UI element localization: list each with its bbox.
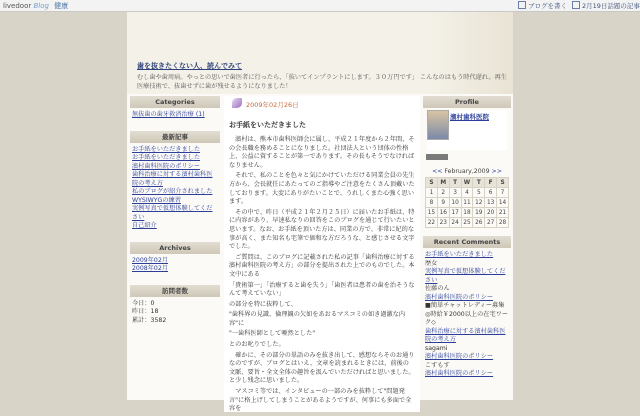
recent-comments-box	[423, 236, 511, 382]
archives-box	[130, 242, 220, 277]
calendar-day[interactable]: 17	[449, 208, 461, 218]
calendar-weekday: W	[461, 178, 473, 188]
calendar-day[interactable]: 2	[437, 188, 449, 198]
recent-entry-link[interactable]: 自己紹介	[132, 222, 157, 229]
write-blog-link[interactable]: ブログを書く	[518, 1, 567, 10]
visitors-yesterday: 昨日：18	[132, 308, 159, 315]
calendar-weekday: T	[473, 178, 485, 188]
main-entry	[224, 96, 420, 412]
calendar-day[interactable]: 25	[461, 218, 473, 228]
calendar-day[interactable]: 9	[437, 198, 449, 208]
calendar-day[interactable]: 26	[473, 218, 485, 228]
visitors-today: 今日：0	[132, 299, 155, 307]
calendar-weekday: M	[437, 178, 449, 188]
visitors-total: 累計：3582	[132, 316, 167, 324]
recent-entries-box	[130, 131, 220, 234]
calendar-day[interactable]: 19	[473, 208, 485, 218]
calendar-day[interactable]: 5	[473, 188, 485, 198]
recent-comment-link[interactable]: 濱村歯科医院のポリシー	[425, 370, 494, 377]
blog-title[interactable]: 歯を抜きたくない人、読んでみて	[137, 62, 242, 70]
entry-paragraph: 濱村は、熊本市歯科医師会に属し、平成２１年度から２年間、その会長職を務めることになりました。社団法人という団体の性格上、公益に資することが第一であります。その長もそうでなければなりません。	[229, 136, 415, 169]
recent-entry-link[interactable]: 実例写真で仮想体験してください	[132, 205, 213, 221]
blog-header	[127, 12, 513, 94]
entry-paragraph: 「貴術第一」「治療すると歯を失う」「歯医者は患者の歯を治そうなんて考えていない」	[229, 281, 415, 298]
blog-description: むし歯や歯周病。やっとの思いで歯医者に行ったら、「抜いてインプラントにします。３０万円です」 こんなのはもう時代遅れ。再生医療技術で、抜歯せずに歯が残せるようになりました！	[137, 74, 507, 90]
recent-comment-author: ■簡単チャットレディー募集◎時給￥2000以上の在宅ワーク◇	[425, 302, 509, 326]
calendar-day[interactable]: 16	[437, 208, 449, 218]
visitor-counter-heading: 訪問者数	[130, 285, 220, 297]
recent-entry-link[interactable]: お手紙をいただきました	[132, 145, 201, 153]
recent-comment-link[interactable]: 歯科治療に対する濱村歯科医院の考え方	[425, 327, 506, 343]
livedoor-blog-logo[interactable]	[3, 1, 68, 11]
categories-heading: Categories	[130, 96, 220, 108]
recent-comment-link[interactable]: 濱村歯科医院のポリシー	[425, 293, 494, 301]
entry-paragraph: の部分を特に抜粋して、	[229, 300, 297, 308]
entry-paragraph: マスコミ等では、インタビューの一部のみを抜粋して"問題発言"に格上げしてしまうことがあるようですが、何事にも多面で全容を	[229, 388, 412, 413]
profile-photo	[427, 110, 449, 140]
recent-comment-link[interactable]: 実例写真で仮想体験してください	[425, 268, 506, 284]
calendar-day[interactable]: 7	[497, 188, 509, 198]
entry-paragraph: "歯科界の見識、倫理観の欠如をあおるマスコミの如き過激な内容"に	[229, 311, 406, 327]
recent-entries-heading: 最新記事	[130, 131, 220, 143]
visitor-counter-box	[130, 285, 220, 329]
calendar-day[interactable]: 15	[426, 208, 438, 218]
recent-comment-author: sagami	[425, 344, 448, 352]
recent-entry-link[interactable]: お手紙をいただきました	[132, 154, 201, 161]
calendar-day[interactable]: 8	[426, 198, 438, 208]
calendar-day[interactable]: 20	[485, 208, 497, 218]
entry-date: 2009年02月26日	[246, 101, 299, 109]
calendar-day[interactable]: 12	[473, 198, 485, 208]
calendar-next[interactable]: >>	[491, 168, 502, 175]
brand-main: livedoor	[3, 2, 32, 10]
calendar-day[interactable]: 11	[461, 198, 473, 208]
entry-paragraph: とのお叱りでした。	[229, 341, 285, 349]
recent-comments-heading: Recent Comments	[423, 236, 511, 248]
brand-category[interactable]: 健康	[54, 2, 69, 10]
category-link[interactable]: 無抜歯の歯牙救済治療 (1)	[132, 111, 205, 118]
entry-body	[229, 136, 415, 416]
entry-title[interactable]: お手紙をいただきました	[229, 121, 306, 129]
brand-blog: Blog	[33, 2, 49, 10]
calendar-box	[423, 168, 511, 228]
left-sidebar	[130, 96, 220, 336]
calendar-day[interactable]: 18	[461, 208, 473, 218]
entry-paragraph: "一歯科医師として唖然とした"	[229, 330, 316, 338]
calendar-weekday: F	[485, 178, 497, 188]
profile-button[interactable]	[426, 154, 448, 160]
recent-comment-author: 佐藤のん	[425, 285, 450, 292]
calendar-day[interactable]: 27	[485, 218, 497, 228]
calendar-prev[interactable]: <<	[432, 168, 443, 175]
categories-box	[130, 96, 220, 123]
recent-topics-link[interactable]: 2月19日話題の記事	[572, 1, 640, 10]
profile-heading: Profile	[423, 96, 511, 108]
calendar-day[interactable]: 24	[449, 218, 461, 228]
recent-comment-link[interactable]: お手紙をいただきました	[425, 251, 494, 258]
archives-heading: Archives	[130, 242, 220, 254]
calendar-icon	[572, 1, 580, 9]
recent-comment-author: 歴女	[425, 259, 438, 267]
calendar-day[interactable]: 4	[461, 188, 473, 198]
calendar-day[interactable]: 28	[497, 218, 509, 228]
top-toolbar	[0, 0, 640, 12]
calendar-weekday: S	[497, 178, 509, 188]
calendar-weekday: S	[426, 178, 438, 188]
archive-link[interactable]: 2009年02月	[132, 256, 168, 264]
recent-comment-link[interactable]: 濱村歯科医院のポリシー	[425, 353, 494, 360]
calendar-day[interactable]: 10	[449, 198, 461, 208]
calendar-header	[423, 168, 511, 175]
calendar-day[interactable]: 3	[449, 188, 461, 198]
right-sidebar	[423, 96, 511, 390]
calendar-day[interactable]: 13	[485, 198, 497, 208]
calendar-day[interactable]: 6	[485, 188, 497, 198]
calendar-day[interactable]: 22	[426, 218, 438, 228]
entry-paragraph: その中で、昨日（平成２１年２月２５日）に届いたお手紙は、特に内容があり、早速私なりの回答をこのブログを通じて行いたいと思います。なお、お手紙を頂いた方は、同業の方で、非常に紀的な事が高く、また知名も宅筆で価和な方だろうな、と感じさせる文字でした。	[229, 208, 415, 251]
calendar-day[interactable]: 23	[437, 218, 449, 228]
calendar-day[interactable]: 14	[497, 198, 509, 208]
entry-paragraph: ご質問は、このブログに記載された私の記事「歯科治療に対する濱村歯科医院の考え方」の部分を提出された上でのものでした。本文中にある	[229, 253, 415, 278]
entry-paragraph: 確かに、その部分の単語のみを抜き出して、感想ならそのお通りなのですが、ブログとはいえ、文章を読まれるときには、前後の文脈、要旨・全文全体の趣旨を汲んでいただければと思いました。と少し残念に思いました。	[229, 351, 415, 385]
entry-paragraph: それで、私のことを色々と気にかけていただける同業会員の先生方から、会長就任にあたってのご指導やご注意をたくさん頂戴いたしております。大変にありがたいことで、うれしくまた心強く思います。	[229, 172, 415, 206]
recent-comment-author: こすもす	[425, 361, 450, 369]
calendar-grid	[425, 177, 509, 228]
blog-page	[127, 12, 513, 413]
calendar-weekday: T	[449, 178, 461, 188]
calendar-day[interactable]: 21	[497, 208, 509, 218]
recent-entry-link[interactable]: 歯科治療に対する濱村歯科医院の考え方	[132, 171, 213, 187]
archive-link[interactable]: 2008年02月	[132, 265, 168, 272]
feather-icon	[232, 98, 242, 108]
recent-entry-link[interactable]: 私のブログが紹介されました	[132, 188, 213, 195]
pencil-icon	[518, 1, 526, 9]
profile-name[interactable]: 濱村歯科医院	[450, 113, 489, 121]
profile-box	[423, 96, 511, 160]
recent-entry-link[interactable]: WYSIWYGの練習	[132, 196, 181, 204]
recent-entry-link[interactable]: 濱村歯科医院のポリシー	[132, 162, 201, 170]
calendar-day[interactable]: 1	[426, 188, 438, 198]
calendar-month: February,2009	[444, 168, 490, 175]
profile-card[interactable]	[427, 110, 507, 150]
